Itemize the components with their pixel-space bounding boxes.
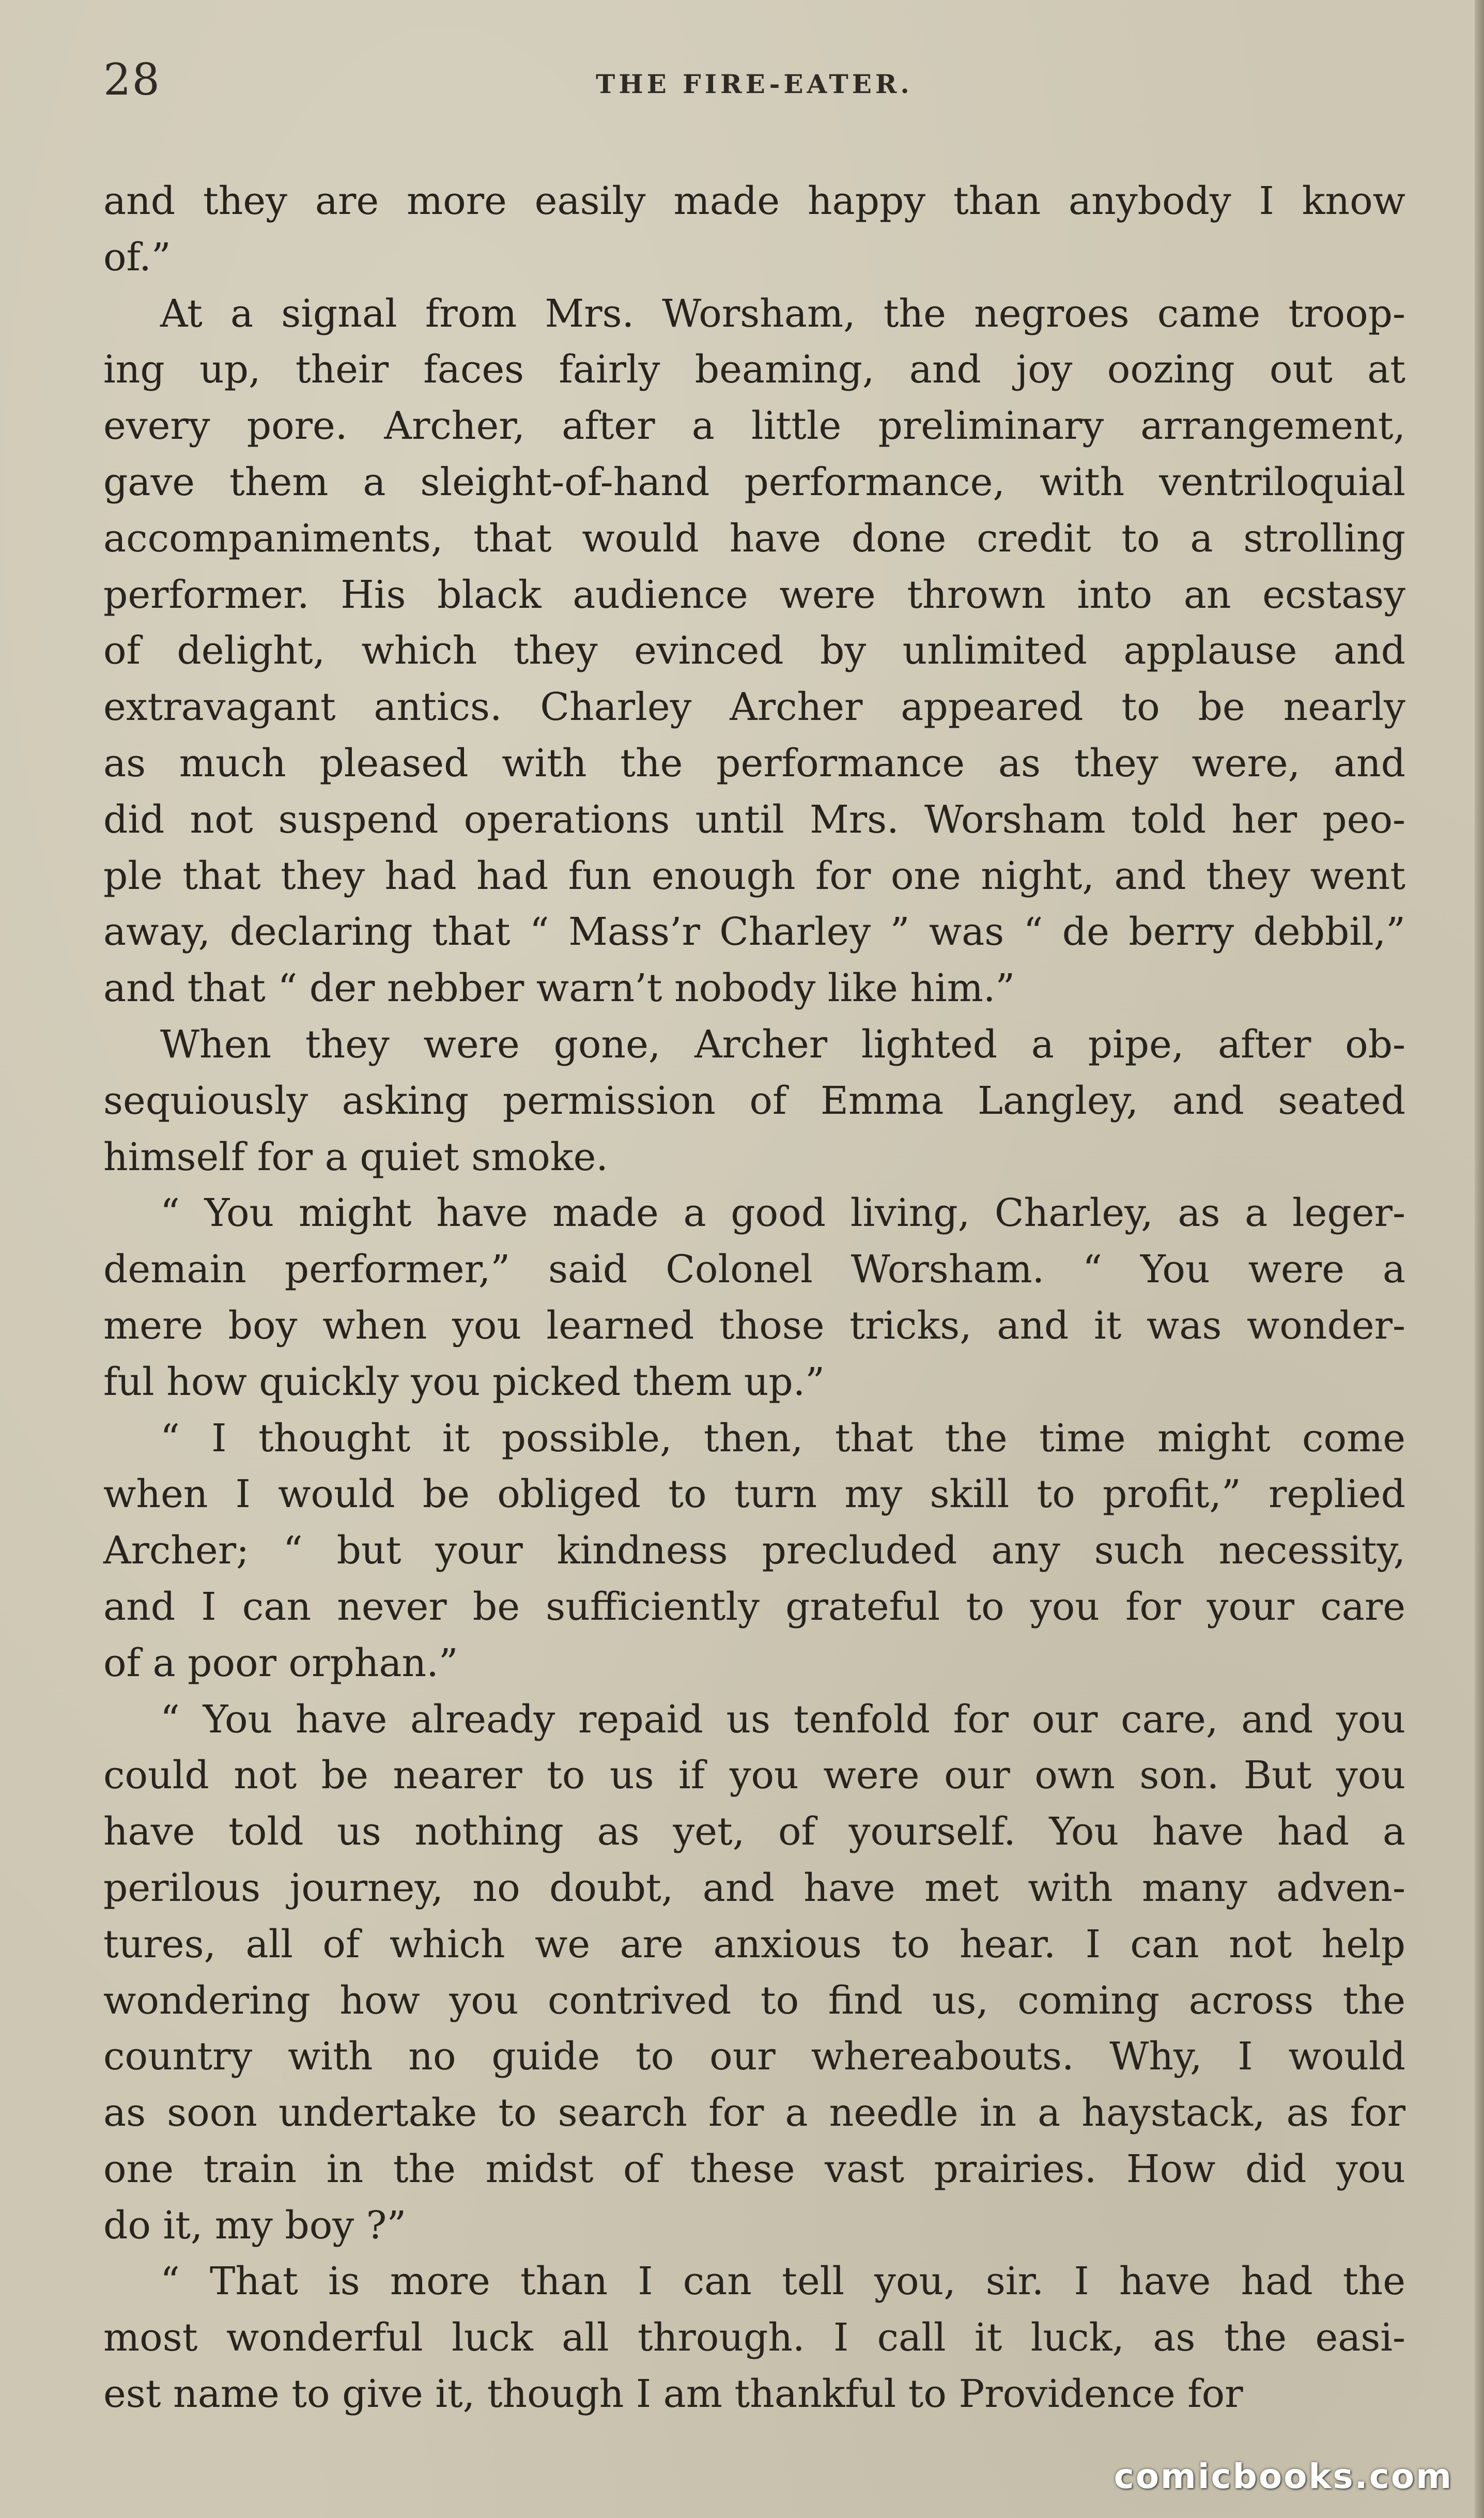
- paragraph-start-line: “ That is more than I can tell you, sir. I have had the: [160, 2259, 1405, 2304]
- text-line: and I can never be sufficiently grateful to you for your care: [103, 1584, 1405, 1629]
- watermark-logo: comicbooks.com: [1114, 2456, 1453, 2496]
- text-line: Archer; “ but your kindness precluded any such necessity,: [103, 1528, 1405, 1573]
- body-text: [103, 173, 1405, 2422]
- page-number: 28: [103, 54, 161, 105]
- text-line: himself for a quiet smoke.: [103, 1134, 608, 1179]
- text-line: have told us nothing as yet, of yourself. You have had a: [103, 1809, 1405, 1854]
- text-line: sequiously asking permission of Emma Langley, and seated: [103, 1078, 1405, 1123]
- text-line: extravagant antics. Charley Archer appeared to be nearly: [103, 685, 1405, 730]
- paragraph-start-line: “ You might have made a good living, Charley, as a leger-: [160, 1191, 1405, 1236]
- text-line: when I would be obliged to turn my skill to profit,” replied: [103, 1472, 1405, 1517]
- text-line: ple that they had had fun enough for one night, and they went: [103, 853, 1405, 898]
- running-title: THE FIRE-EATER.: [596, 69, 913, 99]
- page-header: [103, 54, 1405, 111]
- text-line: could not be nearer to us if you were our own son. But you: [103, 1753, 1405, 1798]
- page-edge-shadow: [1475, 0, 1484, 2518]
- text-line: gave them a sleight-of-hand performance, with ventriloquial: [103, 459, 1405, 504]
- text-line: as soon undertake to search for a needle in a haystack, as for: [103, 2091, 1405, 2136]
- text-line: did not suspend operations until Mrs. Worsham told her peo-: [103, 797, 1405, 842]
- paragraph-start-line: “ I thought it possible, then, that the time might come: [160, 1416, 1405, 1461]
- paragraph-start-line: When they were gone, Archer lighted a pipe, after ob-: [160, 1022, 1405, 1067]
- text-line: mere boy when you learned those tricks, and it was wonder-: [103, 1303, 1405, 1348]
- text-line: as much pleased with the performance as they were, and: [103, 741, 1405, 786]
- paragraph-start-line: At a signal from Mrs. Worsham, the negroes came troop-: [160, 291, 1405, 336]
- text-line: and that “ der nebber warn’t nobody like him.”: [103, 966, 1015, 1011]
- text-line: est name to give it, though I am thankful to Providence for: [103, 2372, 1243, 2417]
- paragraph-start-line: “ You have already repaid us tenfold for our care, and you: [160, 1697, 1405, 1742]
- text-line: one train in the midst of these vast prairies. How did you: [103, 2146, 1405, 2191]
- text-line: ing up, their faces fairly beaming, and joy oozing out at: [103, 347, 1405, 392]
- text-line: ful how quickly you picked them up.”: [103, 1359, 825, 1404]
- text-line: perilous journey, no doubt, and have met with many adven-: [103, 1865, 1405, 1910]
- text-line: wondering how you contrived to find us, coming across the: [103, 1978, 1405, 2023]
- text-line: performer. His black audience were thrown into an ecstasy: [103, 572, 1405, 617]
- text-line: tures, all of which we are anxious to hear. I can not help: [103, 1922, 1405, 1967]
- text-line: and they are more easily made happy than anybody I know: [103, 179, 1405, 223]
- text-line: of.”: [103, 235, 171, 280]
- text-line: of delight, which they evinced by unlimited applause and: [103, 628, 1405, 673]
- text-line: away, declaring that “ Mass’r Charley ” was “ de berry debbil,”: [103, 910, 1405, 955]
- text-line: every pore. Archer, after a little preliminary arrangement,: [103, 404, 1405, 449]
- text-line: do it, my boy ?”: [103, 2203, 407, 2248]
- text-line: accompaniments, that would have done credit to a strolling: [103, 516, 1405, 561]
- text-line: most wonderful luck all through. I call it luck, as the easi-: [103, 2315, 1405, 2360]
- text-line: demain performer,” said Colonel Worsham. “ You were a: [103, 1247, 1405, 1292]
- text-line: of a poor orphan.”: [103, 1640, 458, 1685]
- text-line: country with no guide to our whereabouts. Why, I would: [103, 2034, 1405, 2079]
